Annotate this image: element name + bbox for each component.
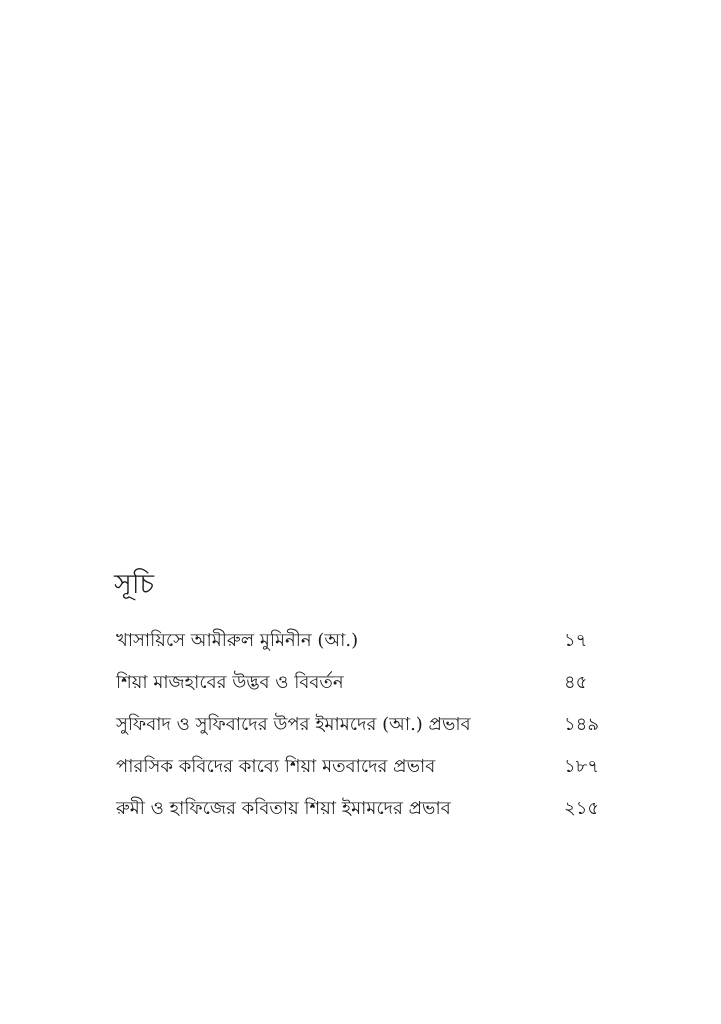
toc-entry-title: খাসায়িসে আমীরুল মুমিনীন (আ.) [116,630,359,651]
table-of-contents [116,620,606,830]
toc-entry-title: শিয়া মাজহাবের উদ্ভব ও বিবর্তন [116,672,344,693]
toc-entry [116,788,606,830]
toc-entry-title: সুফিবাদ ও সুফিবাদের উপর ইমামদের (আ.) প্রভাব [116,714,471,735]
toc-entry-page-number: ৪৫ [564,672,588,693]
toc-entry-title: পারসিক কবিদের কাব্যে শিয়া মতবাদের প্রভাব [116,756,436,777]
toc-entry [116,704,606,746]
toc-entry [116,662,606,704]
toc-entry-page-number: ১৮৭ [564,756,600,777]
toc-entry [116,746,606,788]
toc-entry-page-number: ১৪৯ [564,714,600,735]
toc-entry-page-number: ২১৫ [564,798,600,819]
toc-entry-page-number: ১৭ [564,630,588,651]
toc-entry [116,620,606,662]
toc-heading: সূচি [114,569,155,600]
toc-entry-title: রুমী ও হাফিজের কবিতায় শিয়া ইমামদের প্রভাব [116,798,451,819]
